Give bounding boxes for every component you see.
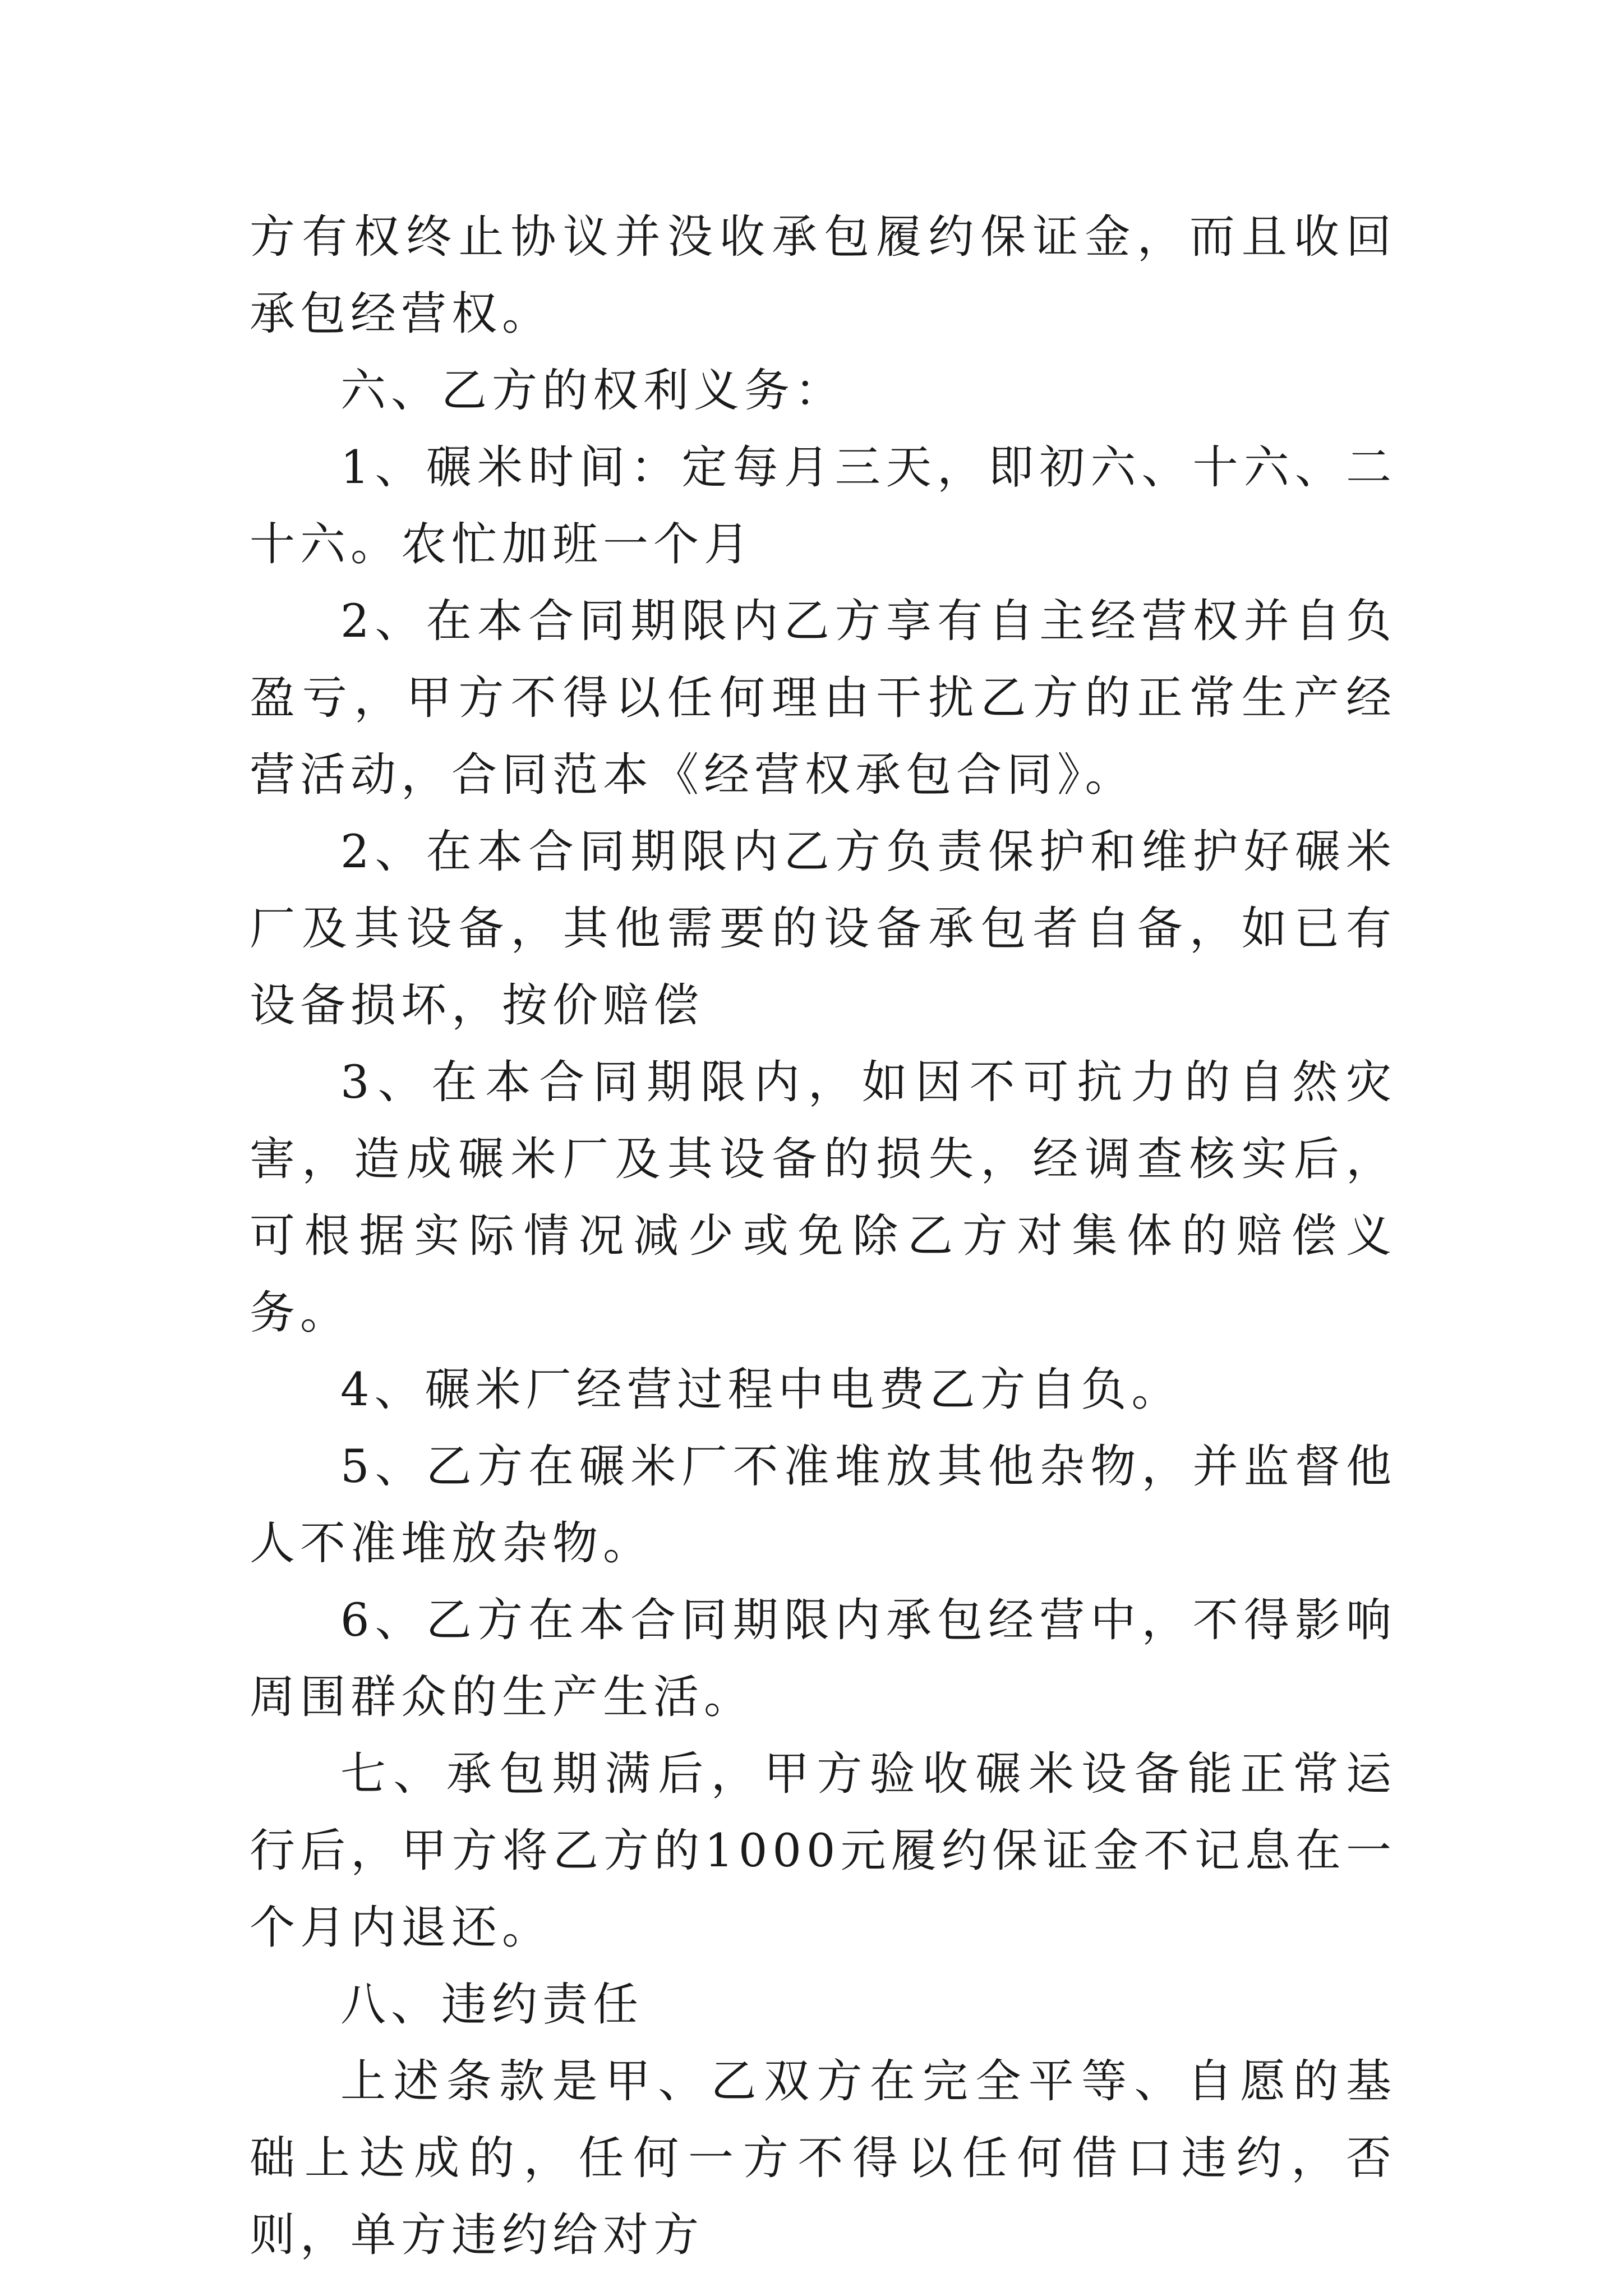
clause-milling-schedule: 1、碾米时间：定每月三天，即初六、十六、二十六。农忙加班一个月: [250, 441, 1396, 571]
clause-autonomous-operation: 2、在本合同期限内乙方享有自主经营权并自负盈亏，甲方不得以任何理由干扰乙方的正常生产经营活动，合同范本《经营权承包合同》。: [250, 595, 1396, 802]
section-heading-party-b-rights: 六、乙方的权利义务：: [340, 365, 846, 417]
clause-electricity-costs: 4、碾米厂经营过程中电费乙方自负。: [340, 1364, 1182, 1416]
clause-force-majeure: 3、在本合同期限内，如因不可抗力的自然灾害，造成碾米厂及其设备的损失，经调查核实后，可根据实际情况减少或免除乙方对集体的赔偿义务。: [250, 1056, 1396, 1340]
clause-equipment-protection: 2、在本合同期限内乙方负责保护和维护好碾米厂及其设备，其他需要的设备承包者自备，如已有设备损坏，按价赔偿: [250, 826, 1396, 1032]
clause-breach-terms: 上述条款是甲、乙双方在完全平等、自愿的基础上达成的，任何一方不得以任何借口违约，否则，单方违约给对方: [250, 2055, 1396, 2262]
section-deposit-refund: 七、承包期满后，甲方验收碾米设备能正常运行后，甲方将乙方的1000元履约保证金不记息在一个月内退还。: [250, 1748, 1396, 1954]
clause-no-disturbance: 6、乙方在本合同期限内承包经营中，不得影响周围群众的生产生活。: [250, 1594, 1396, 1724]
document-body: [250, 199, 1396, 2274]
section-heading-breach-liability: 八、违约责任: [340, 1978, 644, 2031]
clause-no-debris: 5、乙方在碾米厂不准堆放其他杂物，并监督他人不准堆放杂物。: [250, 1441, 1396, 1570]
paragraph-termination-rights: 方有权终止协议并没收承包履约保证金，而且收回承包经营权。: [250, 211, 1396, 341]
